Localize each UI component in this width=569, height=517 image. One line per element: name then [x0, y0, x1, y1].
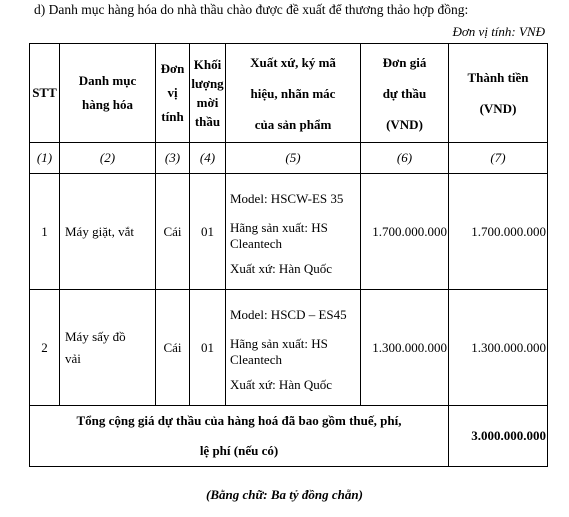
- col-header-unit-price-line: dự thầu: [382, 85, 427, 101]
- row-stt: 1: [30, 174, 60, 290]
- row-unit-price: 1.300.000.000: [361, 290, 449, 406]
- grand-total-row: [30, 406, 548, 467]
- column-number: (7): [449, 143, 548, 174]
- col-header-origin-line: hiệu, nhãn mác: [250, 85, 336, 101]
- row-item-name: [60, 290, 156, 406]
- col-header-unit-price-line: (VND): [386, 116, 423, 132]
- col-header-total-line: Thành tiền: [467, 70, 529, 85]
- amount-in-words: (Bằng chữ: Ba tỷ đồng chẵn): [206, 487, 363, 502]
- row-item-name-line: vải: [65, 350, 81, 366]
- col-header-total-line: (VND): [479, 101, 517, 116]
- grand-total-label-line: Tổng cộng giá dự thầu của hàng hoá đã bao gồm thuế, phí,: [76, 413, 402, 428]
- row-maker: Hãng sản xuất: HS: [230, 219, 328, 235]
- column-number: (6): [361, 143, 449, 174]
- col-header-quantity-line: mời: [196, 95, 219, 110]
- col-header-quantity-line: thầu: [194, 114, 221, 129]
- goods-table: [29, 43, 548, 467]
- col-header-name-line: hàng hóa: [82, 97, 133, 112]
- col-header-stt: STT: [30, 44, 60, 143]
- row-maker: Cleantech: [230, 235, 282, 251]
- col-header-name: [60, 44, 156, 143]
- row-item-name: Máy giặt, vắt: [60, 174, 156, 290]
- row-model: Model: HSCD – ES45: [230, 306, 347, 322]
- currency-unit: Đơn vị tính: VNĐ: [452, 24, 545, 39]
- grand-total-value: 3.000.000.000: [449, 406, 548, 467]
- table-row: [30, 290, 548, 406]
- col-header-unit: [156, 44, 190, 143]
- row-country: Xuất xứ: Hàn Quốc: [230, 376, 332, 392]
- row-quantity: 01: [190, 290, 226, 406]
- grand-total-label: [30, 406, 449, 467]
- col-header-name-line: Danh mục: [78, 73, 137, 88]
- row-origin: [226, 290, 361, 406]
- col-header-origin: [226, 44, 361, 143]
- column-number: (1): [30, 143, 60, 174]
- col-header-unit-line: tính: [161, 109, 184, 124]
- section-heading: d) Danh mục hàng hóa do nhà thầu chào được đề xuất để thương thảo hợp đồng:: [34, 2, 469, 17]
- row-origin: [226, 174, 361, 290]
- column-number: (5): [226, 143, 361, 174]
- col-header-quantity-line: lượng: [191, 76, 224, 91]
- column-number-row: [30, 143, 548, 174]
- col-header-unit-price-line: Đơn giá: [382, 54, 427, 70]
- column-number: (4): [190, 143, 226, 174]
- col-header-origin-line: Xuất xứ, ký mã: [250, 54, 336, 70]
- col-header-quantity: [190, 44, 226, 143]
- row-maker: Hãng sản xuất: HS: [230, 335, 328, 351]
- column-number: (2): [60, 143, 156, 174]
- col-header-unit-line: Đơn: [160, 61, 185, 76]
- row-quantity: 01: [190, 174, 226, 290]
- col-header-origin-line: của sản phẩm: [254, 116, 332, 132]
- row-unit: Cái: [156, 174, 190, 290]
- row-unit-price: 1.700.000.000: [361, 174, 449, 290]
- row-total: 1.300.000.000: [449, 290, 548, 406]
- row-country: Xuất xứ: Hàn Quốc: [230, 260, 332, 276]
- row-item-name-line: Máy sấy đồ: [65, 328, 126, 344]
- row-total: 1.700.000.000: [449, 174, 548, 290]
- col-header-unit-price: [361, 44, 449, 143]
- table-row: [30, 174, 548, 290]
- col-header-unit-line: vị: [167, 85, 178, 100]
- col-header-total: [449, 44, 548, 143]
- grand-total-label-line: lệ phí (nếu có): [199, 443, 279, 458]
- row-stt: 2: [30, 290, 60, 406]
- row-model: Model: HSCW-ES 35: [230, 190, 344, 206]
- header-row: [30, 44, 548, 143]
- col-header-quantity-line: Khối: [193, 57, 222, 72]
- row-unit: Cái: [156, 290, 190, 406]
- row-maker: Cleantech: [230, 351, 282, 367]
- column-number: (3): [156, 143, 190, 174]
